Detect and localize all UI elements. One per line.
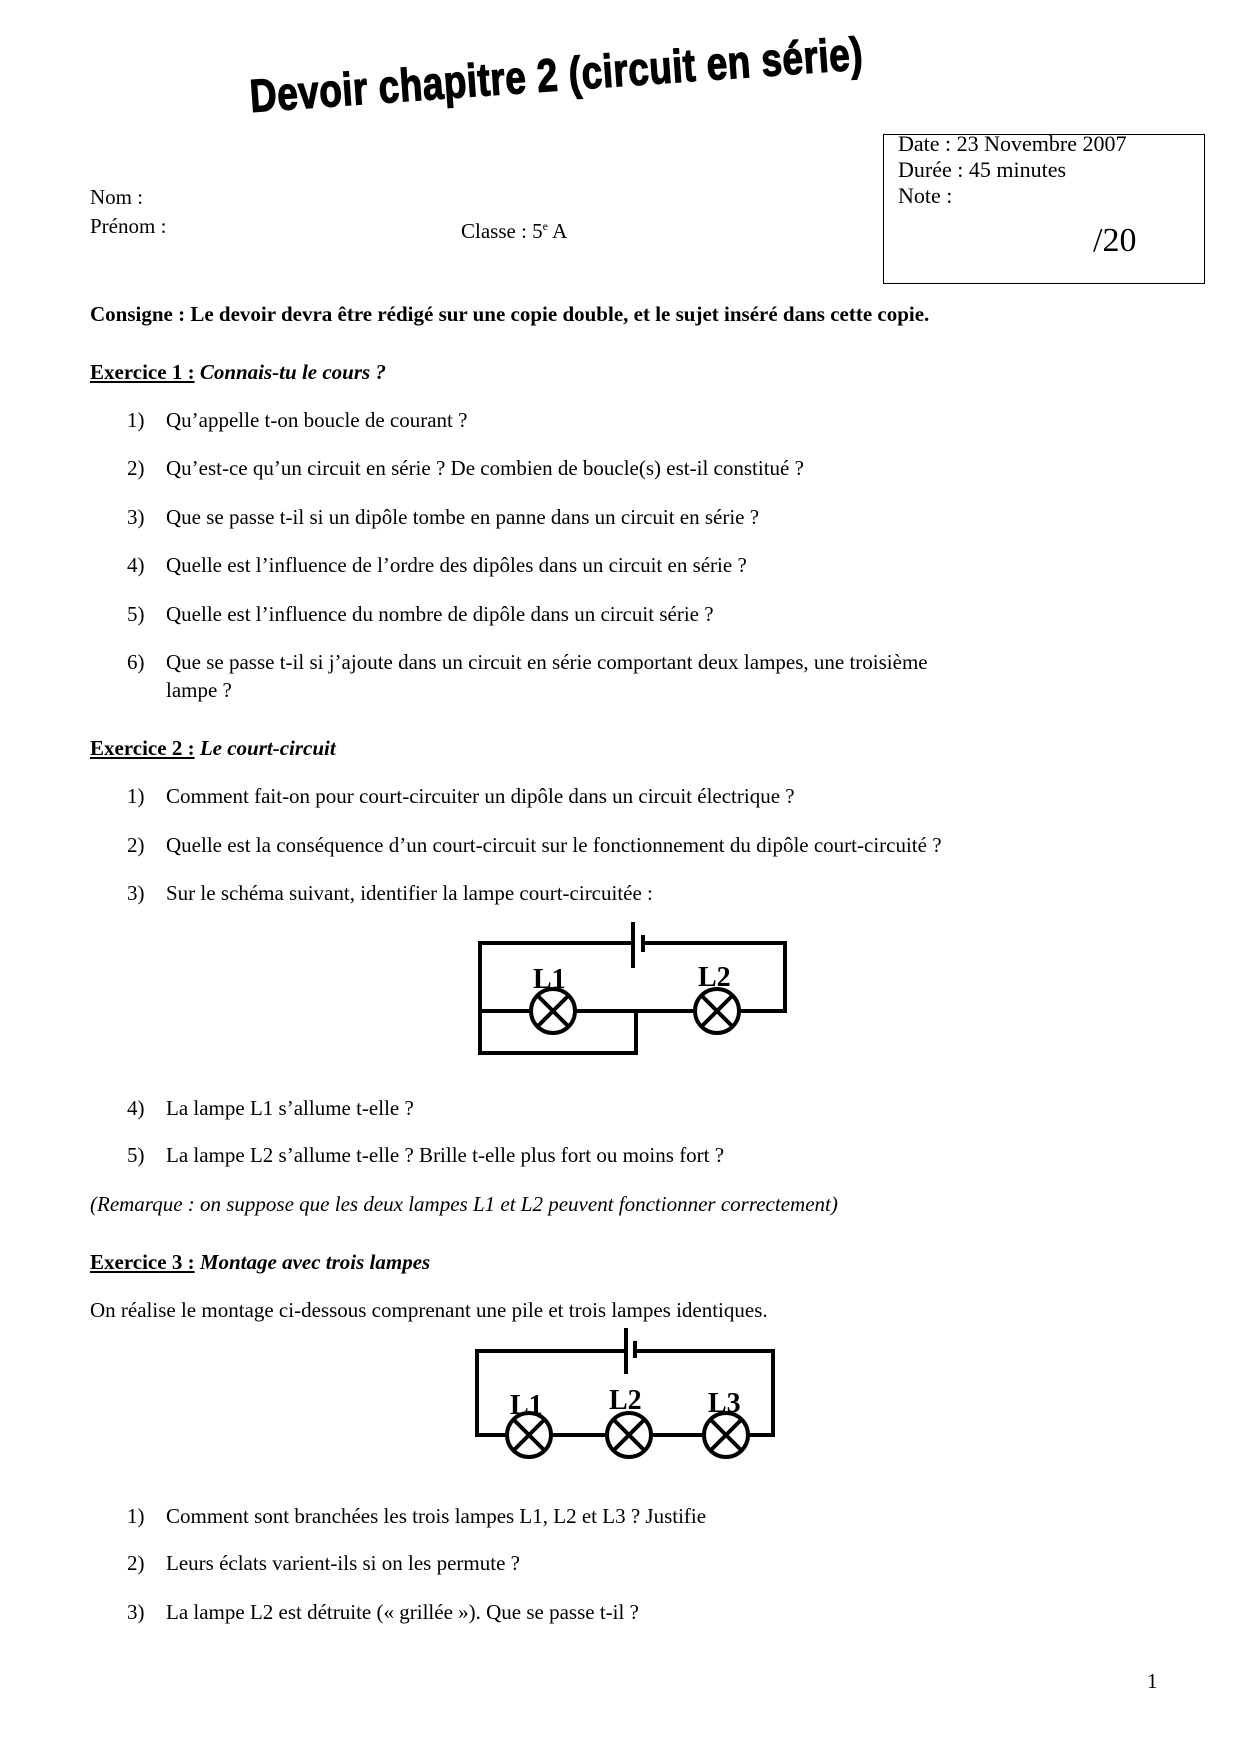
ex2-title: Le court-circuit <box>199 736 336 760</box>
q-number: 2) <box>127 456 145 480</box>
q-number: 5) <box>127 602 145 626</box>
q-text: Sur le schéma suivant, identifier la lampe court-circuitée : <box>166 881 653 905</box>
ex1-title: Connais-tu le cours ? <box>199 360 386 384</box>
q-text: Que se passe t-il si un dipôle tombe en panne dans un circuit en série ? <box>166 505 760 529</box>
wire <box>477 1351 626 1435</box>
q-text: Comment fait-on pour court-circuiter un dipôle dans un circuit électrique ? <box>166 784 795 808</box>
q-text: Qu’appelle t-on boucle de courant ? <box>166 408 468 432</box>
q-text: La lampe L1 s’allume t-elle ? <box>166 1096 414 1120</box>
q-text: Qu’est-ce qu’un circuit en série ? De combien de boucle(s) est-il constitué ? <box>166 456 804 480</box>
classe-suffix: A <box>548 219 568 243</box>
classe-sup: e <box>542 219 548 233</box>
date: Date : 23 Novembre 2007 <box>898 131 1127 156</box>
q-text: Leurs éclats varient-ils si on les permute ? <box>166 1551 520 1575</box>
q-number: 3) <box>127 881 145 905</box>
wire <box>635 1351 773 1435</box>
classe-label: Classe : 5 <box>461 219 543 243</box>
q-text: Quelle est la conséquence d’un court-circuit sur le fonctionnement du dipôle court-circuité ? <box>166 833 942 857</box>
prenom-field: Prénom : <box>90 214 167 238</box>
ex3-intro: On réalise le montage ci-dessous comprenant une pile et trois lampes identiques. <box>90 1298 768 1322</box>
lamp-label: L1 <box>510 1390 543 1421</box>
q-number: 1) <box>127 784 145 808</box>
ex1-label: Exercice 1 : <box>90 360 195 384</box>
circuit-short-circuit <box>480 922 785 1053</box>
lamp-label: L1 <box>533 964 566 995</box>
score: /20 <box>1093 222 1137 259</box>
lamp-icon <box>704 1413 748 1457</box>
ex2-label: Exercice 2 : <box>90 736 195 760</box>
lamp-icon <box>695 989 739 1033</box>
page-number: 1 <box>1147 1669 1158 1693</box>
lamp-label: L2 <box>609 1385 642 1416</box>
q-number: 2) <box>127 833 145 857</box>
q-number: 4) <box>127 553 145 577</box>
q-number: 1) <box>127 408 145 432</box>
q-text-cont: lampe ? <box>166 678 232 702</box>
q-number: 4) <box>127 1096 145 1120</box>
lamp-label: L2 <box>698 962 731 993</box>
q-number: 3) <box>127 505 145 529</box>
q-text: Quelle est l’influence du nombre de dipôle dans un circuit série ? <box>166 602 714 626</box>
q-number: 2) <box>127 1551 145 1575</box>
q-number: 1) <box>127 1504 145 1528</box>
q-text: Quelle est l’influence de l’ordre des dipôles dans un circuit en série ? <box>166 553 747 577</box>
ex3-title: Montage avec trois lampes <box>199 1250 431 1274</box>
consigne: Consigne : Le devoir devra être rédigé sur une copie double, et le sujet inséré dans cette copie. <box>90 302 930 326</box>
ex3-heading <box>90 1250 430 1274</box>
lamp-icon <box>531 989 575 1033</box>
lamp-icon <box>607 1413 651 1457</box>
q-text: La lampe L2 s’allume t-elle ? Brille t-elle plus fort ou moins fort ? <box>166 1143 725 1167</box>
q-text: La lampe L2 est détruite (« grillée »). Que se passe t-il ? <box>166 1600 639 1624</box>
lamp-label: L3 <box>708 1388 741 1419</box>
note-label: Note : <box>898 183 953 208</box>
q-text: Comment sont branchées les trois lampes L1, L2 et L3 ? Justifie <box>166 1504 707 1528</box>
ex3-label: Exercice 3 : <box>90 1250 195 1274</box>
wire <box>480 943 636 1053</box>
q-number: 3) <box>127 1600 145 1624</box>
q-text: Que se passe t-il si j’ajoute dans un circuit en série comportant deux lampes, une troisième <box>166 650 928 674</box>
q-number: 6) <box>127 650 145 674</box>
page-title: Devoir chapitre 2 (circuit en série) <box>248 27 865 122</box>
nom-field: Nom : <box>90 185 144 209</box>
duration: Durée : 45 minutes <box>898 157 1067 182</box>
remarque: (Remarque : on suppose que les deux lampes L1 et L2 peuvent fonctionner correctement) <box>90 1192 838 1216</box>
q-number: 5) <box>127 1143 145 1167</box>
